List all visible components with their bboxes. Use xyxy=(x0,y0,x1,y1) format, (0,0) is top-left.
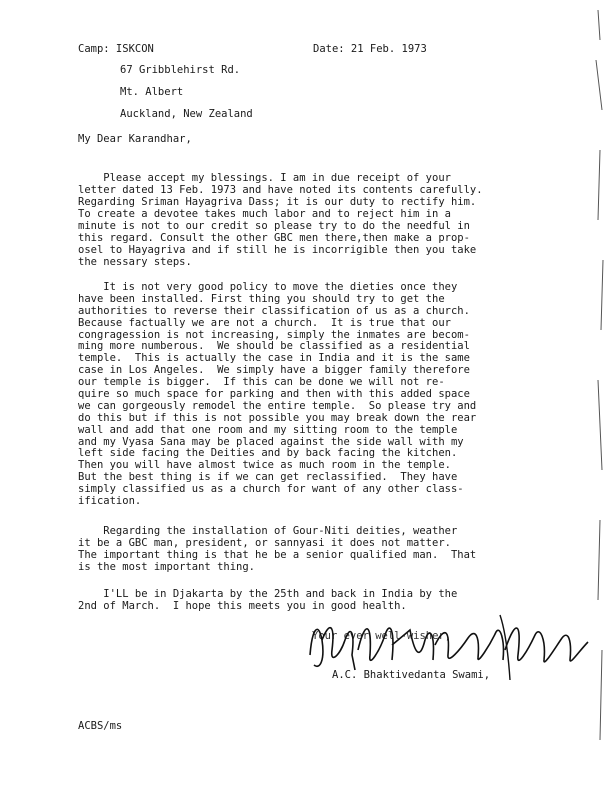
paragraph-line: temple. This is actually the case in India and it is the same xyxy=(78,352,470,365)
paragraph-4 xyxy=(78,588,593,612)
paragraph-line: letter dated 13 Feb. 1973 and have noted its contents carefully. xyxy=(78,184,483,196)
paragraph-line: minute is not to our credit so please try to do the needful in xyxy=(78,220,470,232)
address-line-2: Mt. Albert xyxy=(120,86,184,98)
paragraph-line: simply classified us as a church for want of any other class- xyxy=(78,483,464,496)
paragraph-line: Regarding Sriman Hayagriva Dass; it is our duty to rectify him. xyxy=(78,196,477,208)
paragraph-line: the nessary steps. xyxy=(78,256,192,268)
paragraph-line: and my Vyasa Sana may be placed against the side wall with my xyxy=(78,435,464,448)
paragraph-line: Then you will have almost twice as much room in the temple. xyxy=(78,459,451,472)
address-line-1: 67 Gribblehirst Rd. xyxy=(120,64,241,76)
paragraph-line: congragession is not increasing, simply the inmates are becom- xyxy=(78,328,470,341)
paragraph-2 xyxy=(78,282,593,508)
paragraph-line: is the most important thing. xyxy=(78,561,256,573)
paragraph-line: ification. xyxy=(78,495,142,508)
reference-initials: ACBS/ms xyxy=(78,720,123,732)
paragraph-line: have been installed. First thing you should try to get the xyxy=(78,292,445,305)
paragraph-line: it be a GBC man, president, or sannyasi it does not matter. xyxy=(78,537,451,549)
paragraph-line: To create a devotee takes much labor and to reject him in a xyxy=(78,208,451,220)
paragraph-line: left side facing the Deities and by back facing the kitchen. xyxy=(78,447,458,460)
paragraph-3 xyxy=(78,525,593,573)
camp-label: Camp: ISKCON xyxy=(78,43,154,55)
paragraph-line: case in Los Angeles. We simply have a bigger family therefore xyxy=(78,364,470,377)
paragraph-line: I'LL be in Djakarta by the 25th and back in India by the xyxy=(78,588,458,600)
address-line-3: Auckland, New Zealand xyxy=(120,108,253,120)
paragraph-line: It is not very good policy to move the dieties once they xyxy=(78,281,458,293)
paragraph-line: quire so much space for parking and then with this added space xyxy=(78,388,470,401)
paragraph-line: our temple is bigger. If this can be done we will not re- xyxy=(78,376,445,389)
paragraph-line: ming more numberous. We should be classified as a residential xyxy=(78,340,470,353)
paragraph-line: The important thing is that he be a senior qualified man. That xyxy=(78,549,477,561)
paragraph-line: this regard. Consult the other GBC men there,then make a prop- xyxy=(78,232,470,244)
paragraph-line: Please accept my blessings. I am in due receipt of your xyxy=(78,172,451,184)
paragraph-1 xyxy=(78,172,593,268)
paragraph-line: we can gorgeously remodel the entire temple. So please try and xyxy=(78,399,477,412)
salutation: My Dear Karandhar, xyxy=(78,133,192,145)
paragraph-line: 2nd of March. I hope this meets you in good health. xyxy=(78,600,407,612)
paragraph-line: osel to Hayagriva and if still he is incorrigible then you take xyxy=(78,244,477,256)
paragraph-line: Because factually we are not a church. It is true that our xyxy=(78,316,451,329)
paragraph-line: Regarding the installation of Gour-Niti deities, weather xyxy=(78,525,458,537)
scan-edge-marks xyxy=(578,0,608,785)
paragraph-line: authorities to reverse their classification of us as a church. xyxy=(78,304,470,317)
paragraph-line: But the best thing is if we can get reclassified. They have xyxy=(78,471,458,484)
paragraph-line: wall and add that one room and my sitting room to the temple xyxy=(78,423,458,436)
signer-name: A.C. Bhaktivedanta Swami, xyxy=(332,669,491,681)
closing: Your ever well-wisher, xyxy=(312,630,452,642)
paragraph-line: do this but if this is not possible you may break down the rear xyxy=(78,411,477,424)
letter-date: Date: 21 Feb. 1973 xyxy=(313,43,427,55)
